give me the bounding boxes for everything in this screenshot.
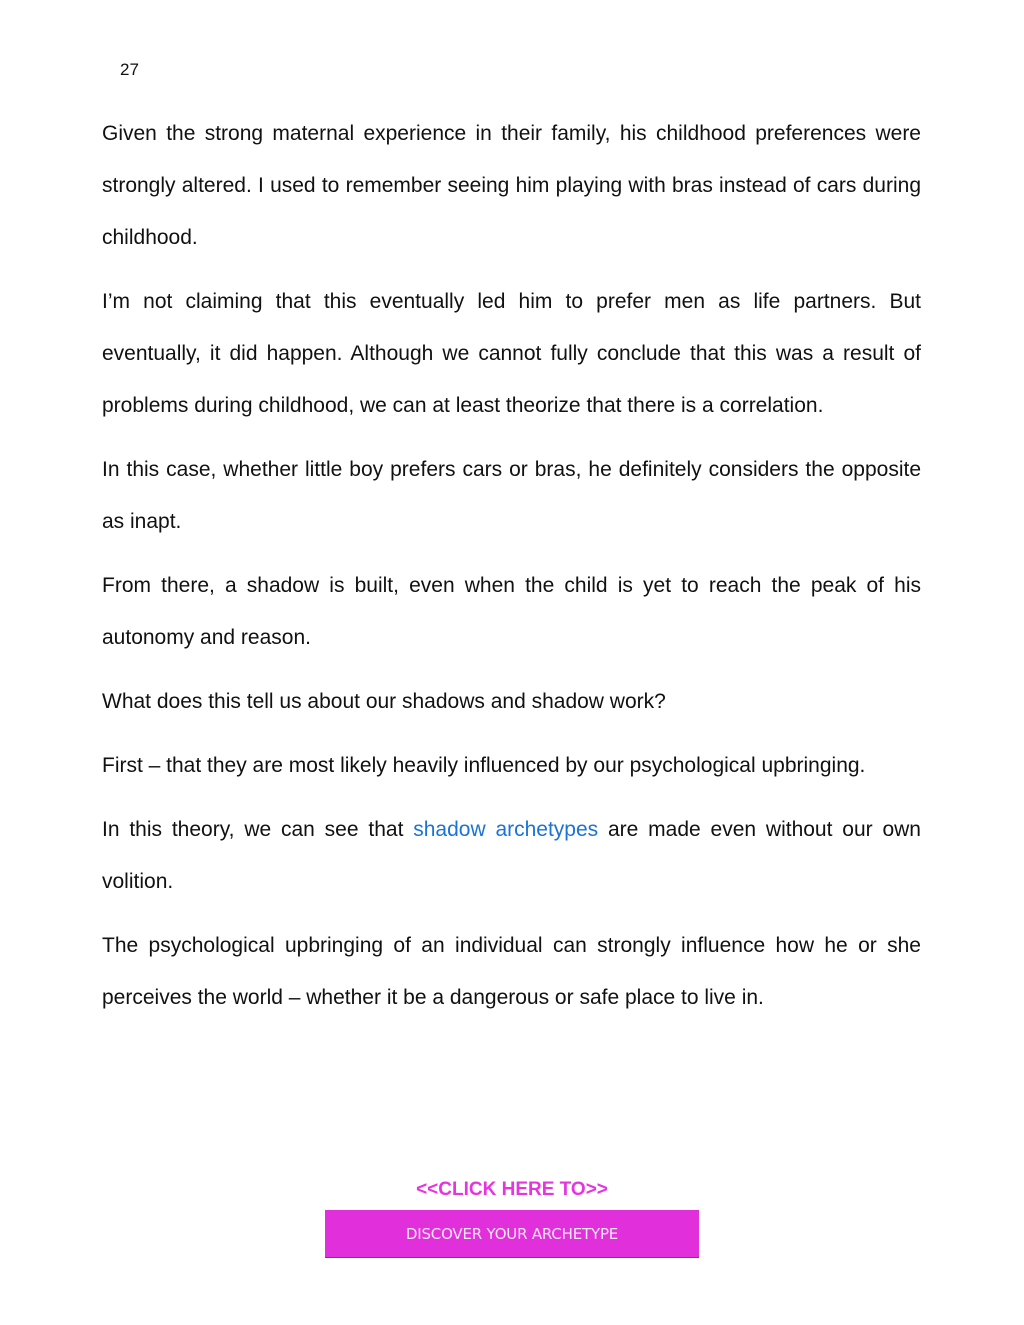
click-here-link[interactable]: <<CLICK HERE TO>> bbox=[416, 1179, 608, 1200]
paragraph-5: What does this tell us about our shadows and shadow work? bbox=[102, 690, 666, 713]
paragraph-8: The psychological upbringing of an individual can strongly influence how he or she perceives the world – whether it be a dangerous or safe place to live in. bbox=[102, 934, 921, 1009]
discover-archetype-button-label: DISCOVER YOUR ARCHETYPE bbox=[405, 1224, 619, 1243]
shadow-archetypes-link[interactable]: shadow archetypes bbox=[413, 818, 599, 841]
paragraph-3: In this case, whether little boy prefers cars or bras, he definitely considers the opposite as inapt. bbox=[102, 458, 921, 533]
paragraph-1: Given the strong maternal experience in their family, his childhood preferences were strongly altered. I used to remember seeing him playing with bras instead of cars during childhood. bbox=[102, 122, 921, 249]
discover-archetype-button[interactable] bbox=[325, 1210, 699, 1258]
paragraph-7-end: are made even without our own volition. bbox=[102, 818, 921, 893]
page-number: 27 bbox=[120, 60, 139, 79]
paragraph-6: First – that they are most likely heavily influenced by our psychological upbringing. bbox=[102, 754, 866, 777]
paragraph-4: From there, a shadow is built, even when the child is yet to reach the peak of his autonomy and reason. bbox=[102, 574, 921, 649]
paragraph-7-start: In this theory, we can see that bbox=[102, 818, 414, 841]
paragraph-7 bbox=[102, 804, 921, 908]
body-text bbox=[102, 108, 921, 1036]
paragraph-2: I’m not claiming that this eventually led him to prefer men as life partners. But eventually, it did happen. Although we cannot fully conclude that this was a result of problems during childhood, we can at least theorize that there is a correlation. bbox=[102, 290, 921, 417]
